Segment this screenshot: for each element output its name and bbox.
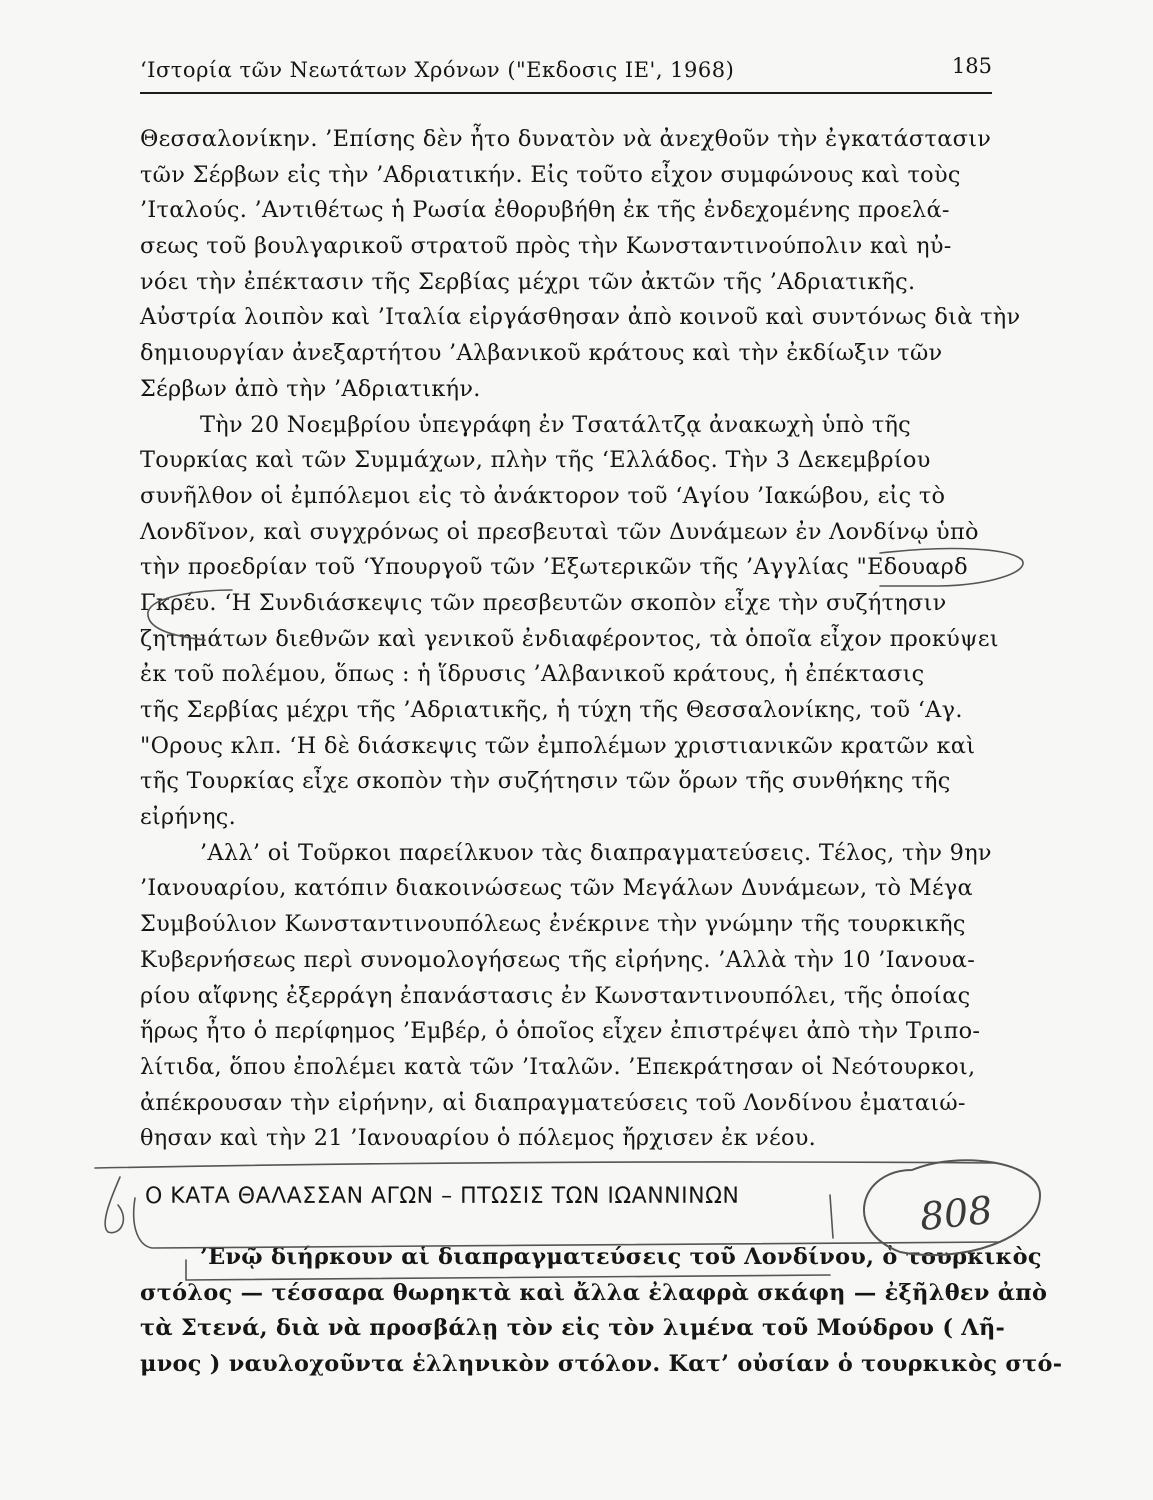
text-line: Σέρβων ἀπὸ τὴν ’Αδριατικήν. [140, 375, 481, 402]
handwritten-note: 808 [917, 1187, 995, 1240]
text-line: "Ορους κλπ. ‘Η δὲ διάσκεψις τῶν ἐμπολέμων χριστιανικῶν κρατῶν καὶ [140, 732, 976, 759]
text-line: ’Ενῷ διήρκουν αἱ διαπραγματεύσεις τοῦ Λονδίνου, ὁ τουρκικὸς [200, 1244, 1042, 1270]
text-line: ρίου αἴφνης ἐξερράγη ἐπανάστασις ἐν Κωνσταντινουπόλει, τῆς ὁποίας [140, 982, 971, 1009]
highlight-bracket [186, 1260, 830, 1280]
text-line: ἐκ τοῦ πολέμου, ὅπως : ἡ ἵδρυσις ’Αλβανικοῦ κράτους, ἡ ἐπέκτασις [140, 661, 925, 688]
text-line: εἰρήνης. [140, 804, 237, 831]
heading-box-right [830, 1195, 833, 1238]
text-line: σεως τοῦ βουλγαρικοῦ στρατοῦ πρὸς τὴν Κωνσταντινούπολιν καὶ ηὐ- [140, 233, 952, 260]
text-line: Λονδῖνον, καὶ συγχρόνως οἱ πρεσβευταὶ τῶν Δυνάμεων ἐν Λονδίνῳ ὑπὸ [140, 518, 979, 545]
heading-box-bottom [134, 1198, 1000, 1248]
text-line: Τουρκίας καὶ τῶν Συμμάχων, πλὴν τῆς ‘Ελλάδος. Τὴν 3 Δεκεμβρίου [140, 447, 931, 474]
text-line: λίτιδα, ὅπου ἐπολέμει κατὰ τῶν ’Ιταλῶν. ’Επεκράτησαν οἱ Νεότουρκοι, [140, 1053, 976, 1080]
text-line: νόει τὴν ἐπέκτασιν τῆς Σερβίας μέχρι τῶν ἀκτῶν τῆς ’Αδριατικῆς. [140, 268, 916, 295]
text-line: θησαν καὶ τὴν 21 ’Ιανουαρίου ὁ πόλεμος ἤρχισεν ἐκ νέου. [140, 1125, 817, 1152]
text-line: τὰ Στενά, διὰ νὰ προσβάλῃ τὸν εἰς τὸν λιμένα τοῦ Μούδρου ( Λῆ- [140, 1315, 1006, 1342]
running-title: ‘Ιστορία τῶν Νεωτάτων Χρόνων ("Εκδοσις ΙΕ', 1968) [140, 58, 735, 82]
text-line: Συμβούλιον Κωνσταντινουπόλεως ἐνέκρινε τὴν γνώμην τῆς τουρκικῆς [140, 911, 966, 938]
text-line: Γκρέυ. ‘Η Συνδιάσκεψις τῶν πρεσβευτῶν σκοπὸν εἶχε τὴν συζήτησιν [140, 589, 947, 616]
text-line: Θεσσαλονίκην. ’Επίσης δὲν ἦτο δυνατὸν νὰ ἀνεχθοῦν τὴν ἐγκατάστασιν [140, 126, 992, 152]
text-line: τὴν προεδρίαν τοῦ ‘Υπουργοῦ τῶν ’Εξωτερικῶν τῆς ’Αγγλίας "Εδουαρδ [140, 554, 968, 581]
text-line: Αὐστρία λοιπὸν καὶ ’Ιταλία εἰργάσθησαν ἀπὸ κοινοῦ καὶ συντόνως διὰ τὴν [140, 304, 1021, 331]
text-line: τῆς Σερβίας μέχρι τῆς ’Αδριατικῆς, ἡ τύχη τῆς Θεσσαλονίκης, τοῦ ‘Αγ. [140, 697, 963, 723]
text-line: τῆς Τουρκίας εἶχε σκοπὸν τὴν συζήτησιν τῶν ὅρων τῆς συνθήκης τῆς [140, 768, 951, 795]
text-line: Κυβερνήσεως περὶ συνομολογήσεως τῆς εἰρήνης. ’Αλλὰ τὴν 10 ’Ιανουα- [140, 946, 976, 973]
text-line: συνῆλθον οἱ ἐμπόλεμοι εἰς τὸ ἀνάκτορον τοῦ ‘Αγίου ’Ιακώβου, εἰς τὸ [140, 482, 946, 509]
circle-around-name [880, 549, 1023, 586]
circle-around-name-start [148, 590, 232, 640]
margin-scribble [105, 1177, 123, 1233]
text-line: τῶν Σέρβων εἰς τὴν ’Αδριατικήν. Εἰς τοῦτο εἶχον συμφώνους καὶ τοὺς [140, 161, 961, 188]
text-line: ἥρως ἦτο ὁ περίφημος ’Εμβέρ, ὁ ὁποῖος εἶχεν ἐπιστρέψει ἀπὸ τὴν Τριπο- [140, 1018, 981, 1045]
section-heading: Ο ΚΑΤΑ ΘΑΛΑΣΣΑΝ ΑΓΩΝ – ΠΤΩΣΙΣ ΤΩΝ ΙΩΑΝΝΙΝΩΝ [145, 1184, 740, 1209]
text-line: ζητημάτων διεθνῶν καὶ γενικοῦ ἐνδιαφέροντος, τὰ ὁποῖα εἶχον προκύψει [140, 625, 999, 652]
text-line: στόλος — τέσσαρα θωρηκτὰ καὶ ἄλλα ἐλαφρὰ σκάφη — ἐξῆλθεν ἀπὸ [140, 1279, 1048, 1306]
text-line: Τὴν 20 Νοεμβρίου ὑπεγράφη ἐν Τσατάλτζᾳ ἀνακωχὴ ὑπὸ τῆς [200, 411, 912, 438]
text-line: ’Αλλ’ οἱ Τοῦρκοι παρείλκυον τὰς διαπραγματεύσεις. Τέλος, τὴν 9ην [200, 839, 992, 866]
text-line: ἀπέκρουσαν τὴν εἰρήνην, αἱ διαπραγματεύσεις τοῦ Λονδίνου ἐματαιώ- [140, 1089, 966, 1116]
text-line: δημιουργίαν ἀνεξαρτήτου ’Αλβανικοῦ κράτους καὶ τὴν ἐκδίωξιν τῶν [140, 340, 943, 367]
heading-box-top [95, 1162, 995, 1168]
text-line: ’Ιανουαρίου, κατόπιν διακοινώσεως τῶν Μεγάλων Δυνάμεων, τὸ Μέγα [140, 875, 973, 902]
text-line: μνος ) ναυλοχοῦντα ἑλληνικὸν στόλον. Κατ’ οὐσίαν ὁ τουρκικὸς στό- [140, 1351, 1063, 1378]
text-line: ’Ιταλούς. ’Αντιθέτως ἡ Ρωσία ἐθορυβήθη ἐκ τῆς ἐνδεχομένης προελά- [140, 197, 950, 224]
page-number: 185 [951, 54, 992, 78]
